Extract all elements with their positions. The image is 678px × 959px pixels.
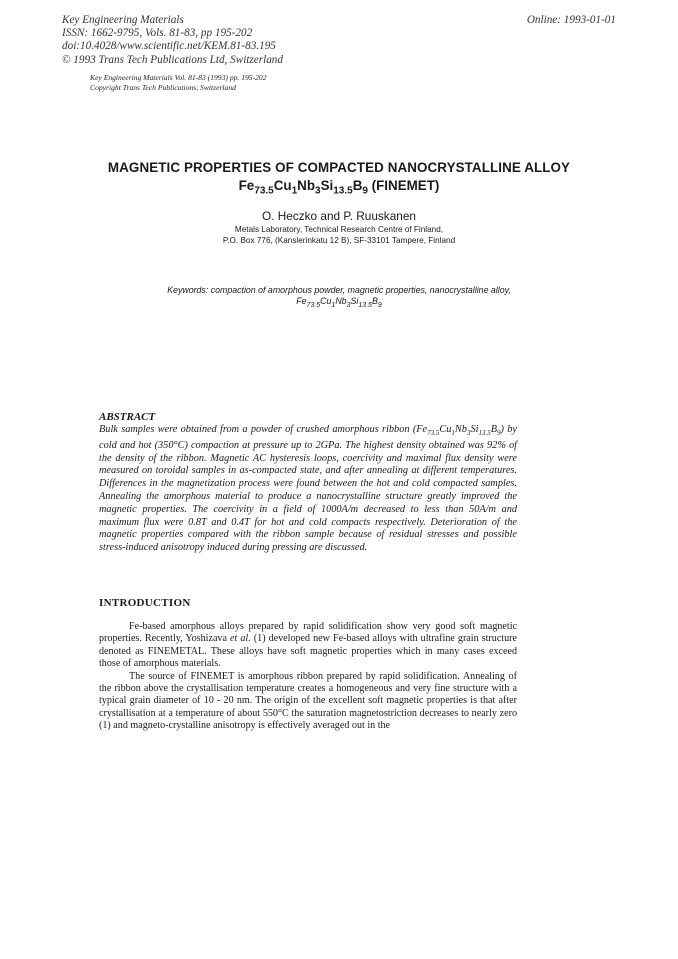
abstract-heading: ABSTRACT bbox=[99, 411, 156, 423]
formula-cu-sub: 1 bbox=[291, 185, 298, 197]
introduction-body bbox=[99, 621, 517, 733]
introduction-paragraph-1: Fe-based amorphous alloys prepared by rapid solidification show very good soft magnetic properties. Recently, Yoshizava et al. (1) developed new Fe-based alloys with ultrafine grain structure denoted as FINEMETAL. These alloys have soft magnetic properties which in many cases exceed those of amorphous materials. bbox=[99, 621, 518, 670]
formula-si: Si bbox=[320, 178, 334, 193]
formula-cu: Cu bbox=[273, 178, 292, 193]
keywords-line-1: Keywords: compaction of amorphous powder, magnetic properties, nanocrystalline alloy, bbox=[167, 285, 511, 295]
copyright-line: © 1993 Trans Tech Publications Ltd, Switzerland bbox=[62, 53, 283, 66]
title-line-2 bbox=[0, 178, 678, 197]
abstract-body bbox=[99, 424, 517, 555]
formula-si-sub: 13.5 bbox=[333, 185, 353, 197]
formula-nb: Nb bbox=[297, 178, 316, 193]
affiliation-line-2: P.O. Box 776, (Kanslerinkatu 12 B), SF-33101 Tampere, Finland bbox=[222, 235, 456, 245]
affiliation-line-1: Metals Laboratory, Technical Research Centre of Finland, bbox=[234, 225, 444, 234]
title-suffix: (FINEMET) bbox=[371, 178, 440, 193]
original-copyright-line1: Key Engineering Materials Vol. 81-83 (1993) pp. 195-202 bbox=[90, 73, 267, 82]
authors: O. Heczko and P. Ruuskanen bbox=[262, 209, 416, 223]
keywords-formula: $Fe_{73.5}Cu_1Nb_3Si_{13.5}B_9$ bbox=[296, 296, 382, 309]
abstract-text-before: Bulk samples were obtained from a powder of crushed amorphous ribbon ( bbox=[99, 424, 417, 435]
original-copyright bbox=[90, 73, 267, 93]
formula-b: B bbox=[352, 178, 363, 193]
introduction-paragraph-2: The source of FINEMET is amorphous ribbon prepared by rapid solidification. Annealing of the ribbon above the crystallisation temperature creates a homogeneous and very fine structure with a typical grain diameter of 10 - 20 nm. The origin of the excellent soft magnetic properties is that after crystallisation at a temperature of about 550°C the saturation magnetostriction decreases to nearly zero (1) and magneto-crystalline anisotropy is effectively averaged out in the bbox=[99, 670, 517, 732]
affiliation bbox=[0, 225, 678, 247]
title-line-1: MAGNETIC PROPERTIES OF COMPACTED NANOCRYSTALLINE ALLOY bbox=[107, 160, 571, 175]
abstract-text-after: ) by cold and hot (350°C) compaction at pressure up to 2GPa. The highest density obtained was 92% of the density of the ribbon. Magnetic AC hysteresis loops, coercivity and maximal flux density were measured on toroidal samples in as-compacted state, and after annealing at different temperatures. Differences in the magnetization process were found between the hot and cold compacted samples. Annealing the amorphous material to produce a nanocrystalline structure greatly improved the magnetic properties. The coercivity in a field of 1000A/m decreased to less than 50A/m and maximum flux were 0.8T and 0.4T for hot and cold compacts respectively. Deterioration of the magnetic properties compared with the ribbon sample because of residual stresses and possible stress-induced anisotropy induced during pressing are discussed. bbox=[99, 424, 517, 554]
paper-title bbox=[0, 160, 678, 197]
issn-line: ISSN: 1662-9795, Vols. 81-83, pp 195-202 bbox=[62, 27, 253, 40]
abstract-formula: $Fe_{73.5}Cu_1Nb_3Si_{13.5}B_9$ bbox=[416, 424, 501, 438]
keywords bbox=[0, 285, 678, 311]
original-copyright-line2: Copyright Trans Tech Publications, Switzerland bbox=[90, 83, 236, 92]
formula-b-sub: 9 bbox=[362, 185, 368, 197]
formula-nb-sub: 3 bbox=[315, 185, 321, 197]
introduction-heading: INTRODUCTION bbox=[99, 597, 191, 609]
formula-fe: Fe bbox=[238, 178, 255, 193]
doi-line: doi:10.4028/www.scientific.net/KEM.81-83.195 bbox=[62, 40, 276, 53]
online-date: Online: 1993-01-01 bbox=[526, 14, 616, 26]
journal-name: Key Engineering Materials bbox=[62, 14, 184, 26]
formula-fe-sub: 73.5 bbox=[254, 185, 274, 197]
journal-header bbox=[62, 14, 283, 67]
